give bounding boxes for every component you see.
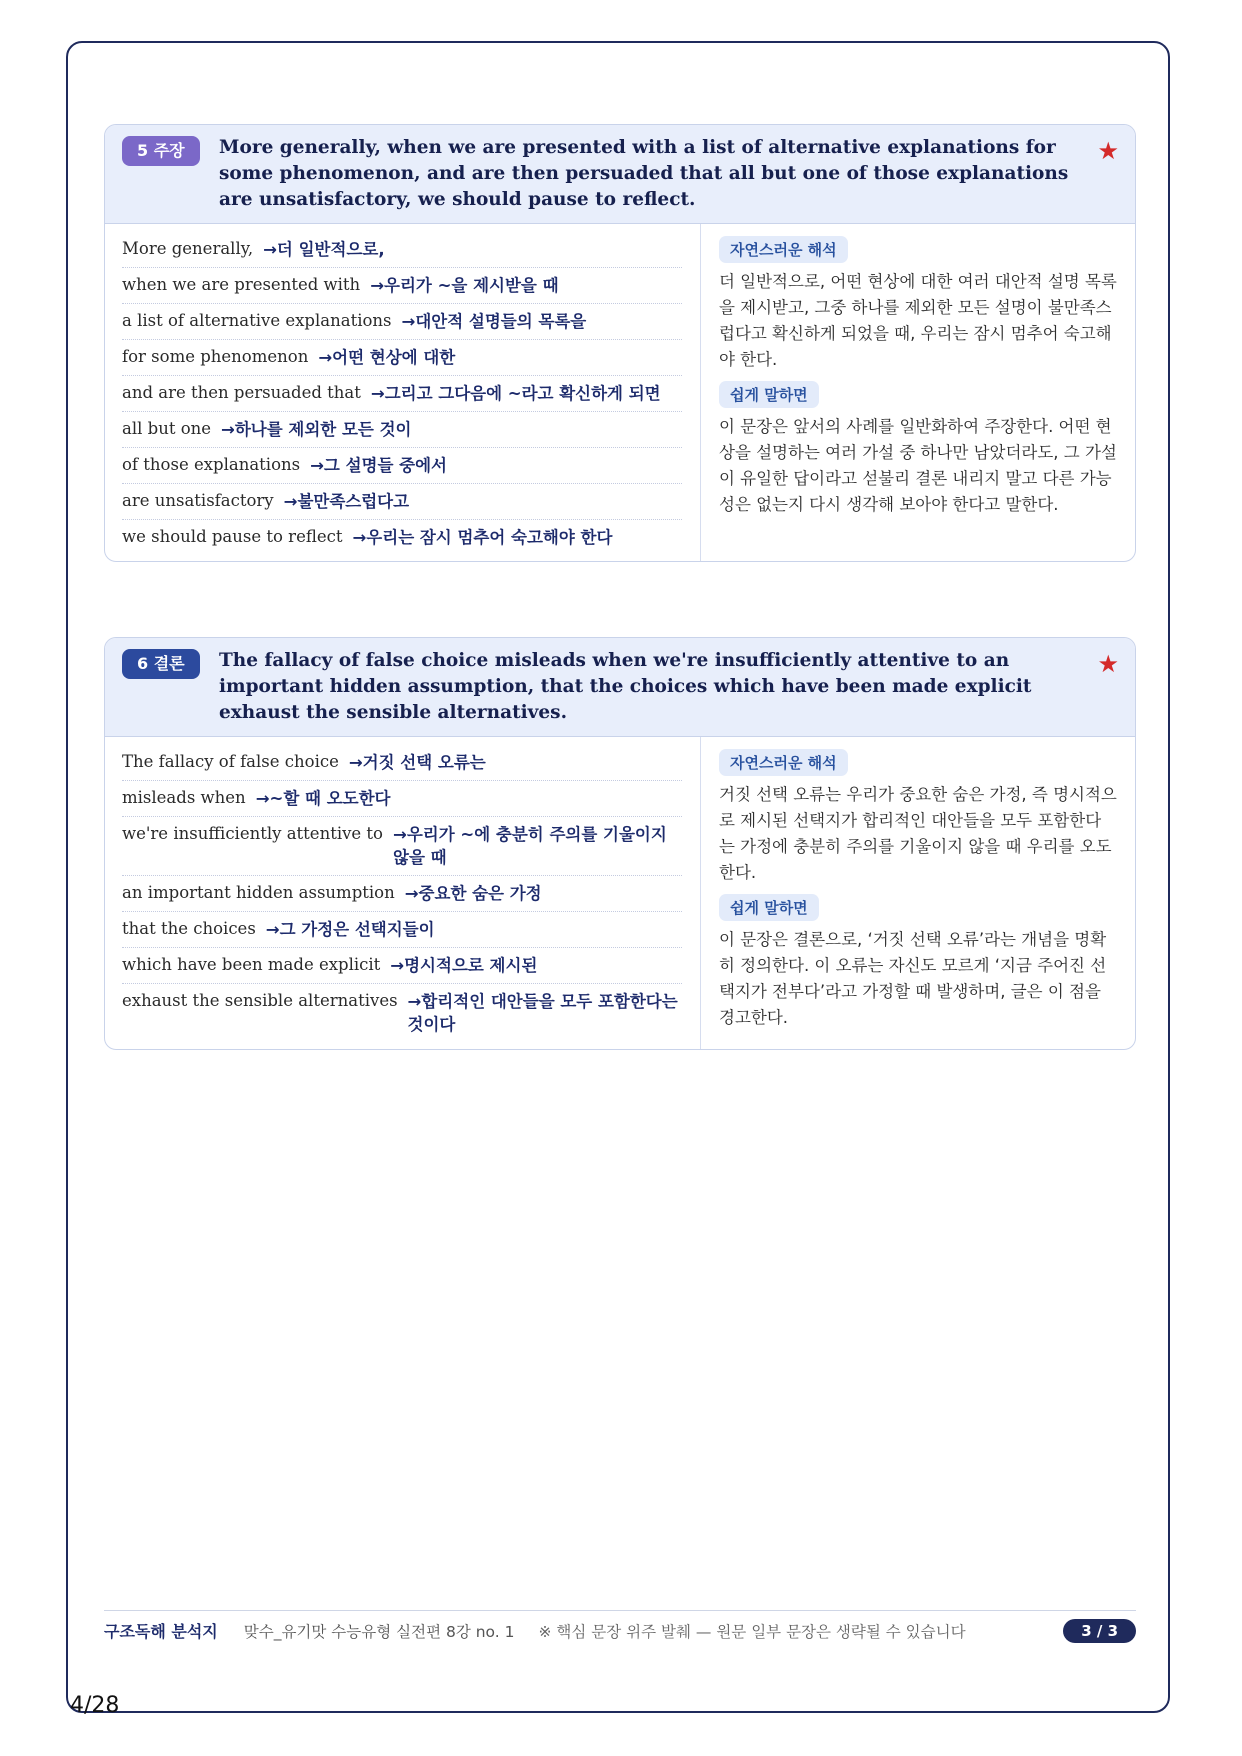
chunk-ko: →거짓 선택 오류는: [348, 753, 486, 772]
chunk-list: [105, 737, 701, 1049]
sentence-header: [105, 638, 1135, 737]
chunk-ko: →그 가정은 선택지들이: [265, 920, 435, 939]
simple-explanation: 이 문장은 결론으로, ‘거짓 선택 오류’라는 개념을 명확히 정의한다. 이 오류는 자신도 모르게 ‘지금 주어진 선택지가 전부다’라고 가정할 때 발생하며, 글은 이 점을 경고한다.: [719, 930, 1107, 1027]
natural-label: 자연스러운 해석: [719, 236, 848, 263]
chunk-row: [122, 876, 682, 912]
sentence-header: [105, 125, 1135, 224]
interpretation-panel: [701, 737, 1135, 1049]
chunk-ko: →그리고 그다음에 ~라고 확신하게 되면: [370, 384, 661, 403]
chunk-list: [105, 224, 701, 561]
original-sentence: More generally, when we are presented with a list of alternative explanations for some phenomenon, and are then persuaded that all but one of those explanations are unsatisfactory, we should pause to reflect.: [219, 137, 1069, 210]
natural-translation: 더 일반적으로, 어떤 현상에 대한 여러 대안적 설명 목록을 제시받고, 그중 하나를 제외한 모든 설명이 불만족스럽다고 확신하게 되었을 때, 우리는 잠시 멈추어 숙고해야 한다.: [719, 272, 1117, 369]
chunk-row: [122, 781, 682, 817]
chunk-row: [122, 304, 682, 340]
simple-label: 쉽게 말하면: [719, 381, 819, 408]
section-badge: 5 주장: [122, 136, 200, 166]
page-footer: [104, 1610, 1136, 1650]
chunk-en: are unsatisfactory: [122, 491, 274, 510]
chunk-en: The fallacy of false choice: [122, 752, 339, 771]
chunk-en: misleads when: [122, 788, 246, 807]
chunk-row: [122, 412, 682, 448]
footer-note: ※ 핵심 문장 위주 발췌 — 원문 일부 문장은 생략될 수 있습니다: [538, 1622, 966, 1641]
chunk-ko: →더 일반적으로,: [263, 240, 385, 259]
chunk-ko: →중요한 숨은 가정: [404, 884, 542, 903]
chunk-ko: →어떤 현상에 대한: [318, 348, 456, 367]
chunk-row: [122, 484, 682, 520]
simple-explanation: 이 문장은 앞서의 사례를 일반화하여 주장한다. 어떤 현상을 설명하는 여러 가설 중 하나만 남았더라도, 그 가설이 유일한 답이라고 섣불리 결론 내리지 말고 다른 가능성은 없는지 다시 생각해 보아야 한다고 말한다.: [719, 417, 1117, 514]
chunk-row: [122, 912, 682, 948]
chunk-row: [122, 745, 682, 781]
chunk-en: exhaust the sensible alternatives: [122, 991, 398, 1010]
sentence-card-6: [104, 637, 1136, 1050]
chunk-en: for some phenomenon: [122, 347, 309, 366]
chunk-ko: →그 설명들 중에서: [310, 456, 447, 475]
page-number: 4/28: [70, 1693, 120, 1718]
chunk-row: [122, 948, 682, 984]
chunk-row: [122, 984, 682, 1042]
chunk-en: all but one: [122, 419, 212, 438]
chunk-ko: →명시적으로 제시된: [390, 956, 538, 975]
natural-translation: 거짓 선택 오류는 우리가 중요한 숨은 가정, 즉 명시적으로 제시된 선택지가 합리적인 대안들을 모두 포함한다는 가정에 충분히 주의를 기울이지 않을 때 우리를 오도한다.: [719, 785, 1117, 882]
footer-brand: 구조독해 분석지: [104, 1622, 218, 1641]
sentence-card-5: [104, 124, 1136, 562]
chunk-row: [122, 520, 682, 555]
chunk-en: when we are presented with: [122, 275, 361, 294]
chunk-ko: →우리가 ~을 제시받을 때: [370, 276, 559, 295]
chunk-ko: →우리는 잠시 멈추어 숙고해야 한다: [352, 528, 613, 547]
chunk-ko: →합리적인 대안들을 모두 포함한다는 것이다: [407, 992, 678, 1034]
simple-label: 쉽게 말하면: [719, 894, 819, 921]
chunk-ko: →하나를 제외한 모든 것이: [221, 420, 412, 439]
chunk-en: which have been made explicit: [122, 955, 381, 974]
chunk-row: [122, 232, 682, 268]
chunk-en: we should pause to reflect: [122, 527, 343, 546]
footer-source: 맞수_유기맛 수능유형 실전편 8강 no. 1: [243, 1622, 515, 1641]
chunk-ko: →우리가 ~에 충분히 주의를 기울이지 않을 때: [393, 825, 667, 867]
chunk-row: [122, 376, 682, 412]
section-badge: 6 결론: [122, 649, 200, 679]
chunk-ko: →불만족스럽다고: [283, 492, 410, 511]
footer-page-badge: 3 / 3: [1063, 1619, 1136, 1643]
chunk-en: we're insufficiently attentive to: [122, 824, 383, 843]
interpretation-panel: [701, 224, 1135, 561]
chunk-en: a list of alternative explanations: [122, 311, 392, 330]
chunk-row: [122, 268, 682, 304]
chunk-row: [122, 817, 682, 876]
star-icon: ★: [1097, 650, 1119, 678]
chunk-ko: →~할 때 오도한다: [255, 789, 391, 808]
chunk-row: [122, 340, 682, 376]
natural-label: 자연스러운 해석: [719, 749, 848, 776]
chunk-row: [122, 448, 682, 484]
chunk-en: of those explanations: [122, 455, 301, 474]
chunk-en: and are then persuaded that: [122, 383, 361, 402]
original-sentence: The fallacy of false choice misleads when we're insufficiently attentive to an important hidden assumption, that the choices which have been made explicit exhaust the sensible alternatives.: [219, 650, 1032, 723]
chunk-en: More generally,: [122, 239, 254, 258]
star-icon: ★: [1097, 137, 1119, 165]
chunk-en: that the choices: [122, 919, 256, 938]
chunk-ko: →대안적 설명들의 목록을: [401, 312, 587, 331]
chunk-en: an important hidden assumption: [122, 883, 395, 902]
